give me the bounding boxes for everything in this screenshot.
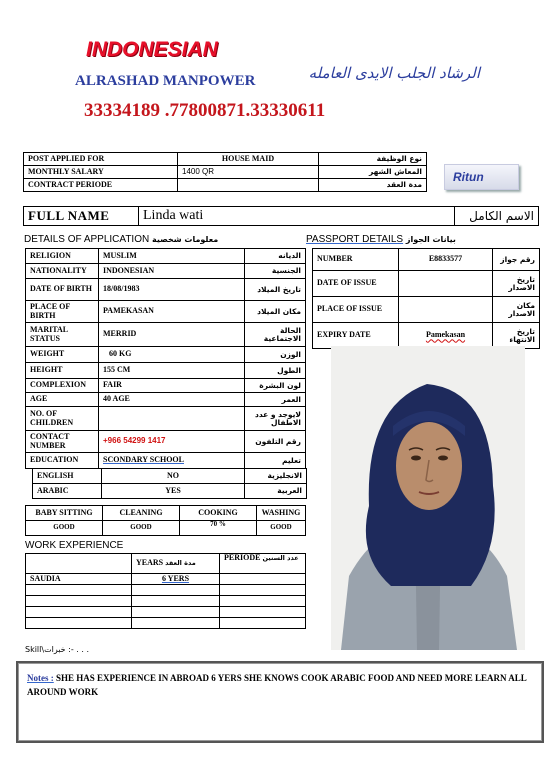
detail-label: COMPLEXION [26,379,99,393]
language-value: YES [102,484,245,499]
passport-label: NUMBER [313,249,399,271]
full-name-arabic: الاسم الكامل [455,207,539,226]
work-country [26,607,132,618]
passport-value [399,271,493,297]
detail-value: 18/08/1983 [99,279,245,301]
detail-arabic: الديانه [245,249,306,264]
detail-arabic: الحالة الاجتماعية [245,323,306,347]
passport-value: E8833577 [399,249,493,271]
work-period [220,607,306,618]
language-value: NO [102,469,245,484]
detail-arabic: الجنسية [245,264,306,279]
language-label: ARABIC [33,484,102,499]
detail-label: AGE [26,393,99,407]
detail-value: INDONESIAN [99,264,245,279]
passport-arabic: تاريخ الاصدار [493,271,540,297]
detail-value: 155 CM [99,363,245,379]
detail-label: CONTACT NUMBER [26,431,99,453]
skill-value: GOOD [103,521,180,536]
detail-arabic: الوزن [245,347,306,363]
work-years: 6 YERS [132,574,220,585]
work-country [26,596,132,607]
job-arabic: مدة العقد [319,179,427,192]
language-arabic: العربية [245,484,307,499]
passport-value [399,297,493,323]
job-label: POST APPLIED FOR [24,153,178,166]
detail-arabic: تاريخ الميلاد [245,279,306,301]
work-period [220,574,306,585]
passport-heading-ar: بيانات الجواز [405,235,456,244]
detail-arabic: تعليم [245,453,306,469]
detail-value: +966 54299 1417 [99,431,245,453]
detail-value: SCONDARY SCHOOL [99,453,245,469]
work-period [220,618,306,629]
work-header-blank [26,554,132,574]
detail-label: WEIGHT [26,347,99,363]
languages-table [32,468,307,499]
passport-heading [306,234,456,245]
detail-value [99,407,245,431]
details-table [25,248,306,469]
work-years [132,607,220,618]
skill-value: 70 % [180,521,257,536]
detail-label: NATIONALITY [26,264,99,279]
detail-value: PAMEKASAN [99,301,245,323]
work-header-years [132,554,220,574]
job-arabic: المعاش الشهر [319,166,427,179]
detail-label: PLACE OF BIRTH [26,301,99,323]
work-header-period [220,554,306,574]
applicant-photo [331,346,525,650]
job-value: 1400 QR [178,166,319,179]
work-experience-heading: WORK EXPERIENCE [25,540,124,551]
detail-arabic: لون البشرة [245,379,306,393]
detail-arabic: لايوجد و عدد الاطفال [245,407,306,431]
skill-value: GOOD [257,521,306,536]
full-name-value: Linda wati [139,207,455,226]
job-label: MONTHLY SALARY [24,166,178,179]
skill-line: Skill\خبرات :- . . . [25,645,89,654]
passport-heading-en: PASSPORT DETAILS [306,234,404,245]
notes-text: SHE HAS EXPERIENCE IN ABROAD 6 YERS SHE KNOWS COOK ARABIC FOOD AND NEED MORE LEARN ALL AROUND WORK [27,673,527,697]
passport-arabic: مكان الاصدار [493,297,540,323]
applicant-photo-illustration [331,346,525,650]
work-years-ar: مدة العقد [165,559,196,568]
full-name-table [23,206,539,226]
work-years [132,596,220,607]
details-heading-en: DETAILS OF APPLICATION [24,234,150,245]
detail-value: MUSLIM [99,249,245,264]
notes-box [16,661,544,743]
job-value: HOUSE MAID [178,153,319,166]
detail-label: NO. OF CHILDREN [26,407,99,431]
detail-label: DATE OF BIRTH [26,279,99,301]
passport-label: PLACE OF ISSUE [313,297,399,323]
language-arabic: الانجليزية [245,469,307,484]
passport-table [312,248,540,349]
skills-table [25,505,306,536]
details-heading [24,234,218,245]
work-years-en: YEARS [136,558,164,568]
ritun-badge [444,164,519,190]
work-years [132,585,220,596]
work-period [220,585,306,596]
company-name-indonesian: INDONESIAN [86,38,218,61]
work-period-en: PERIODE [224,553,261,562]
skill-header: COOKING [180,506,257,521]
passport-label: DATE OF ISSUE [313,271,399,297]
job-arabic: نوع الوظيفة [319,153,427,166]
work-country: SAUDIA [26,574,132,585]
passport-value: Pamekasan [399,323,493,349]
work-country [26,585,132,596]
detail-value: MERRID [99,323,245,347]
full-name-label: FULL NAME [24,207,139,226]
detail-arabic: العمر [245,393,306,407]
detail-arabic: رقم التلفون [245,431,306,453]
work-years [132,618,220,629]
company-phones: 33334189 .77800871.33330611 [84,100,326,121]
detail-arabic: مكان الميلاد [245,301,306,323]
work-period [220,596,306,607]
detail-arabic: الطول [245,363,306,379]
skill-header: BABY SITTING [26,506,103,521]
language-label: ENGLISH [33,469,102,484]
detail-label: HEIGHT [26,363,99,379]
detail-value: FAIR [99,379,245,393]
skill-value: GOOD [26,521,103,536]
skill-header: WASHING [257,506,306,521]
job-label: CONTRACT PERIODE [24,179,178,192]
details-heading-ar: معلومات شخصية [152,235,219,244]
work-period-ar: عدد السنين [262,554,299,562]
detail-value: 40 AGE [99,393,245,407]
detail-label: RELIGION [26,249,99,264]
job-table [23,152,427,192]
ritun-label: Ritun [453,170,484,184]
passport-label: EXPIRY DATE [313,323,399,349]
skill-header: CLEANING [103,506,180,521]
job-value [178,179,319,192]
notes-label: Notes : [27,673,54,683]
detail-value: 60 KG [99,347,245,363]
work-experience-table [25,553,306,629]
passport-arabic: تاريخ الانتهاء [493,323,540,349]
passport-arabic: رقم جواز [493,249,540,271]
detail-label: EDUCATION [26,453,99,469]
detail-label: MARITAL STATUS [26,323,99,347]
company-name-arabic: الرشاد الجلب الايدى العامله [308,64,480,82]
work-country [26,618,132,629]
company-name-alrashad: ALRASHAD MANPOWER [75,73,256,89]
notes-text-block [27,671,532,699]
